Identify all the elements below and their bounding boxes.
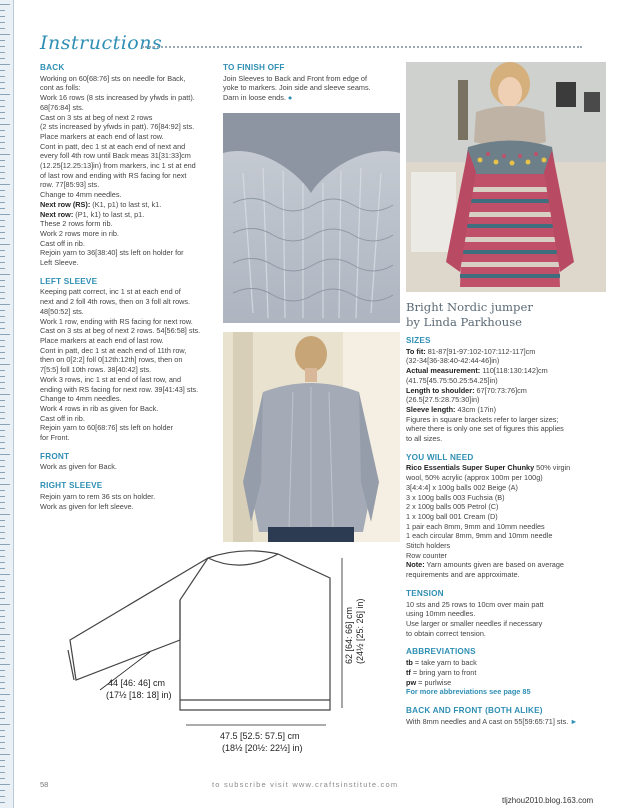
ruler-tick <box>0 256 5 257</box>
ruler-tick <box>0 166 5 167</box>
sizes-note: where there is only one set of figures this applies <box>406 424 564 434</box>
ruler-tick <box>0 40 5 41</box>
abbr-item <box>406 658 606 668</box>
sleeve-measure-cm: 44 [46: 46] cm <box>108 678 166 688</box>
ruler-tick <box>0 736 5 737</box>
ruler-tick <box>0 778 5 779</box>
ruler-tick <box>0 766 5 767</box>
back-line: These 2 rows form rib. <box>40 219 113 229</box>
yoke-line <box>208 554 278 565</box>
note-label: Note: <box>406 560 425 570</box>
continue-arrow-icon: ► <box>570 716 578 726</box>
ruler-tick <box>0 454 10 455</box>
ruler-tick <box>0 784 10 785</box>
abbr-meaning: take yarn to back <box>421 658 477 668</box>
ruler-tick <box>0 658 5 659</box>
ruler-tick <box>0 376 5 377</box>
abbr-meaning: purlwise <box>424 677 452 687</box>
ruler-tick <box>0 88 5 89</box>
back-line: Left Sleeve. <box>40 258 79 268</box>
ruler-tick <box>0 244 10 245</box>
left-sleeve-line: Cast on 3 sts at beg of next 2 rows. 54[56:58] sts. <box>40 326 201 336</box>
ruler-tick <box>0 190 5 191</box>
ruler-tick <box>0 496 5 497</box>
back-front-heading: BACK AND FRONT (BOTH ALIKE) <box>406 705 543 715</box>
ruler-tick <box>0 502 5 503</box>
back-line: Cast off in rib. <box>40 238 85 248</box>
ruler-tick <box>0 694 10 695</box>
ruler-tick <box>0 220 5 221</box>
ruler-tick <box>0 280 5 281</box>
left-sleeve-line: 7[5:5] foll 10th rows. 38[40:42] sts. <box>40 365 152 375</box>
sizes-actual-in: (41.75[45.75:50.25:54.25]in) <box>406 375 498 385</box>
yarn-label: Rico Essentials Super Super Chunky <box>406 463 535 473</box>
ruler-tick <box>0 664 10 665</box>
ruler-tick <box>0 148 5 149</box>
ruler-tick <box>0 796 5 797</box>
back-line: Cast on 3 sts at beg of next 2 rows <box>40 112 153 122</box>
next-row-label: Next row: <box>40 209 74 219</box>
ruler-tick <box>0 178 5 179</box>
ruler-tick <box>0 472 5 473</box>
ruler-tick <box>0 676 5 677</box>
ruler-tick <box>0 478 5 479</box>
ruler-tick <box>0 328 5 329</box>
length-value: 67[70:73:76]cm <box>474 385 527 395</box>
width-measure-cm: 47.5 [52.5: 57.5] cm <box>220 731 300 741</box>
material-line: 2 x 100g balls 005 Petrol (C) <box>406 502 499 512</box>
ruler-tick <box>0 556 5 557</box>
ruler-tick <box>0 16 5 17</box>
ruler-tick <box>0 748 5 749</box>
column-right <box>406 336 606 726</box>
sizes-length-in: (26.5[27.5:28.75:30]in) <box>406 395 480 405</box>
ruler-tick <box>0 550 5 551</box>
back-line: every foll 4th row until Back meas 31[31:33]cm <box>40 151 191 161</box>
material-line: 3[4:4:4] x 100g balls 002 Beige (A) <box>406 482 518 492</box>
page-number: 58 <box>40 780 49 789</box>
left-sleeve-line: ending with RS facing for next row. 39[41:43] sts. <box>40 384 199 394</box>
right-sleeve-line: Work as given for left sleeve. <box>40 501 134 511</box>
ruler-tick <box>0 730 5 731</box>
watermark: tljzhou2010.blog.163.com <box>502 796 594 805</box>
back-line: 68[76:84] sts. <box>40 102 84 112</box>
tension-line: 10 sts and 25 rows to 10cm over main patt <box>406 599 544 609</box>
left-sleeve-line: Change to 4mm needles. <box>40 394 122 404</box>
ruler-tick <box>0 208 5 209</box>
end-mark-icon: ● <box>287 93 293 103</box>
ruler-tick <box>0 226 5 227</box>
ruler-tick <box>0 64 10 65</box>
ruler-tick <box>0 136 5 137</box>
right-sleeve-line: Rejoin yarn to rem 36 sts on holder. <box>40 491 156 501</box>
ruler-tick <box>0 718 5 719</box>
back-line: row. 77[85:93] sts. <box>40 180 100 190</box>
back-line: Working on 60[68:76] sts on needle for Back, <box>40 73 186 83</box>
ruler-tick <box>0 82 5 83</box>
ruler-tick <box>0 172 5 173</box>
ruler-tick <box>0 580 5 581</box>
ruler-tick <box>0 358 5 359</box>
ruler-tick <box>0 94 10 95</box>
ruler-tick <box>0 616 5 617</box>
ruler-tick <box>0 586 5 587</box>
next-row-text: (P1, k1) to last st, p1. <box>73 209 145 219</box>
ruler-tick <box>0 202 5 203</box>
ruler-tick <box>0 76 5 77</box>
length-measure-in: (24½ [25: 26] in) <box>355 598 365 664</box>
sizes-note: Figures in square brackets refer to larger sizes; <box>406 414 559 424</box>
ruler-tick <box>0 262 5 263</box>
ruler-tick <box>0 304 10 305</box>
ruler-tick <box>0 484 10 485</box>
you-will-need-heading: YOU WILL NEED <box>406 452 474 462</box>
ruler-tick <box>0 28 5 29</box>
ruler-tick <box>0 142 5 143</box>
ruler-tick <box>0 574 10 575</box>
ruler-tick <box>0 538 5 539</box>
ruler-tick <box>0 418 5 419</box>
ruler-tick <box>0 592 5 593</box>
sizes-heading: SIZES <box>406 336 431 345</box>
front-line: Work as given for Back. <box>40 462 117 472</box>
note-text: Yarn amounts given are based on average <box>424 560 564 570</box>
ruler-tick <box>0 106 5 107</box>
left-sleeve-line: Place markers at each end of last row. <box>40 335 164 345</box>
ruler-tick <box>0 100 5 101</box>
left-sleeve-line: Work 3 rows, inc 1 st at end of last row, and <box>40 374 182 384</box>
ruler-tick <box>0 184 10 185</box>
yarn-note-line2: requirements and are approximate. <box>406 570 520 580</box>
ruler-tick <box>0 466 5 467</box>
sizes-actual <box>406 366 606 376</box>
ruler-tick <box>0 334 10 335</box>
abbr-eq: = <box>416 677 425 687</box>
ruler-tick <box>0 340 5 341</box>
ruler-tick <box>0 406 5 407</box>
back-line: (12.25[12.25:13]in) from markers, inc 1 st at end <box>40 161 196 171</box>
ruler-tick <box>0 346 5 347</box>
ruler-tick <box>0 394 10 395</box>
ruler-tick <box>0 568 5 569</box>
back-line: Change to 4mm needles. <box>40 190 122 200</box>
ruler-tick <box>0 352 5 353</box>
left-sleeve-line: 48[50:52] sts. <box>40 306 84 316</box>
title-dotted-rule <box>142 46 582 48</box>
abbr-item <box>406 668 606 678</box>
front-heading: FRONT <box>40 451 70 461</box>
left-sleeve-line: Cast off in rib. <box>40 413 85 423</box>
abbreviations-heading: ABBREVIATIONS <box>406 647 476 657</box>
material-line: 1 pair each 8mm, 9mm and 10mm needles <box>406 521 545 531</box>
left-sleeve-heading: LEFT SLEEVE <box>40 276 98 286</box>
ruler-tick <box>0 292 5 293</box>
material-line: 1 x 100g ball 001 Cream (D) <box>406 511 498 521</box>
back-line: (2 sts increased by yfwds in patt). 76[84:92] sts. <box>40 122 195 132</box>
ruler-tick <box>0 544 10 545</box>
subscribe-line[interactable]: to subscribe visit www.craftsinstitute.com <box>212 780 399 789</box>
ruler-tick <box>0 298 5 299</box>
ruler-tick <box>0 442 5 443</box>
right-sleeve-heading: RIGHT SLEEVE <box>40 481 103 491</box>
abbr-term: tb <box>406 658 413 668</box>
side-ruler <box>0 0 14 808</box>
ruler-tick <box>0 160 5 161</box>
abbr-term: tf <box>406 667 411 677</box>
ruler-tick <box>0 238 5 239</box>
width-measure-in: (18½ [20½: 22½] in) <box>222 743 303 753</box>
ruler-tick <box>0 58 5 59</box>
actual-value: 110[118:130:142]cm <box>480 366 548 376</box>
photo-model <box>406 62 606 292</box>
ruler-tick <box>0 760 5 761</box>
ruler-tick <box>0 196 5 197</box>
ruler-tick <box>0 424 10 425</box>
finish-line: Join Sleeves to Back and Front from edge of <box>223 73 367 83</box>
ruler-tick <box>0 4 10 5</box>
length-measure-cm: 62 [64: 66] cm <box>344 606 354 664</box>
ruler-tick <box>0 700 5 701</box>
ruler-tick <box>0 34 10 35</box>
ruler-tick <box>0 634 10 635</box>
ruler-tick <box>0 742 5 743</box>
ruler-tick <box>0 130 5 131</box>
sleeve-label: Sleeve length: <box>406 404 456 414</box>
ruler-tick <box>0 364 10 365</box>
abbr-eq: = <box>412 658 422 668</box>
designer-name: by Linda Parkhouse <box>406 315 523 329</box>
ruler-tick <box>0 604 10 605</box>
finish-heading: TO FINISH OFF <box>223 63 285 72</box>
column-middle <box>223 63 401 103</box>
designer-credit <box>406 300 606 330</box>
left-sleeve-line: Work 1 row, ending with RS facing for next row. <box>40 316 193 326</box>
ruler-tick <box>0 316 5 317</box>
actual-label: Actual measurement: <box>406 366 481 376</box>
back-line: Rejoin yarn to 36[38:40] sts left on holder for <box>40 248 184 258</box>
sizes-fit-in: (32-34[36-38:40-42:44-46]in) <box>406 356 500 366</box>
back-line: of last row and ending with RS facing for next <box>40 170 187 180</box>
ruler-tick <box>0 52 5 53</box>
ruler-tick <box>0 628 5 629</box>
ruler-tick <box>0 508 5 509</box>
length-label: Length to shoulder: <box>406 385 475 395</box>
left-sleeve-line: next and 2 foll 4th rows, then on 3 foll alt rows. <box>40 297 191 307</box>
page-title: Instructions <box>40 32 163 54</box>
ruler-tick <box>0 712 5 713</box>
abbr-eq: = <box>410 667 420 677</box>
ruler-tick <box>0 460 5 461</box>
back-line: Cont in patt, dec 1 st at each end of next and <box>40 141 186 151</box>
ruler-tick <box>0 310 5 311</box>
ruler-tick <box>0 562 5 563</box>
garment-schematic <box>30 540 375 780</box>
finish-line: yoke to markers. Join side and sleeve seams. <box>223 83 371 93</box>
ruler-tick <box>0 370 5 371</box>
body-outline <box>180 551 330 710</box>
ruler-tick <box>0 652 5 653</box>
fit-label: To fit: <box>406 346 426 356</box>
material-line: 1 each circular 8mm, 9mm and 10mm needle <box>406 531 553 541</box>
ruler-tick <box>0 490 5 491</box>
material-line: Stitch holders <box>406 541 451 551</box>
ruler-tick <box>0 622 5 623</box>
ruler-tick <box>0 22 5 23</box>
fit-value: 81-87[91-97:102-107:112-117]cm <box>425 346 536 356</box>
back-front-text: With 8mm needles and A cast on 55[59:65:71] sts. <box>406 716 569 726</box>
ruler-tick <box>0 214 10 215</box>
ruler-tick <box>0 598 5 599</box>
ruler-tick <box>0 790 5 791</box>
sizes-fit <box>406 347 606 357</box>
ruler-tick <box>0 382 5 383</box>
back-line: cont as folls: <box>40 83 81 93</box>
sleeve-value: 43cm (17in) <box>455 404 497 414</box>
pattern-name: Bright Nordic jumper <box>406 300 533 314</box>
ruler-tick <box>0 286 5 287</box>
ruler-tick <box>0 610 5 611</box>
ruler-tick <box>0 754 10 755</box>
ruler-tick <box>0 526 5 527</box>
ruler-tick <box>0 772 5 773</box>
yarn-note <box>406 560 606 570</box>
ruler-tick <box>0 448 5 449</box>
ruler-tick <box>0 532 5 533</box>
left-sleeve-line: then on 0[2:2] foll 0[12th:12th] rows, then on <box>40 355 183 365</box>
ruler-tick <box>0 46 5 47</box>
ruler-tick <box>0 436 5 437</box>
ruler-tick <box>0 274 10 275</box>
ruler-tick <box>0 388 5 389</box>
sizes-note: to all sizes. <box>406 434 443 444</box>
abbr-item <box>406 678 606 688</box>
ruler-tick <box>0 520 5 521</box>
next-row-rs <box>40 200 218 210</box>
cuff-line <box>68 650 74 680</box>
ruler-tick <box>0 412 5 413</box>
tension-line: Use larger or smaller needles if necessary <box>406 618 543 628</box>
abbr-term: pw <box>406 677 417 687</box>
ruler-tick <box>0 268 5 269</box>
yarn-text: 50% virgin <box>534 463 571 473</box>
sizes-length <box>406 386 606 396</box>
left-sleeve-line: Keeping patt correct, inc 1 st at each end of <box>40 287 181 297</box>
sleeve-measure-in: (17½ [18: 18] in) <box>106 690 172 700</box>
left-sleeve-line: Work 4 rows in rib as given for Back. <box>40 403 159 413</box>
back-line: Work 16 rows (8 sts increased by yfwds in patt). <box>40 93 195 103</box>
ruler-tick <box>0 232 5 233</box>
next-row-rs-label: Next row (RS): <box>40 199 91 209</box>
back-line: Place markers at each end of last row. <box>40 131 164 141</box>
tension-line: using 10mm needles. <box>406 609 476 619</box>
abbr-meaning: bring yarn to front <box>419 667 477 677</box>
ruler-tick <box>0 670 5 671</box>
photo-back-view <box>223 332 400 542</box>
ruler-tick <box>0 118 5 119</box>
ruler-tick <box>0 724 10 725</box>
ruler-tick <box>0 322 5 323</box>
left-sleeve-line: Rejoin yarn to 60[68:76] sts left on holder <box>40 423 174 433</box>
sleeve-outline <box>70 558 208 680</box>
ruler-tick <box>0 70 5 71</box>
ruler-tick <box>0 688 5 689</box>
ruler-tick <box>0 400 5 401</box>
tension-heading: TENSION <box>406 588 444 598</box>
finish-line <box>223 93 401 103</box>
back-heading: BACK <box>40 63 65 72</box>
next-row <box>40 210 218 220</box>
ruler-tick <box>0 430 5 431</box>
photo-lace-detail <box>223 113 400 323</box>
tension-line: to obtain correct tension. <box>406 628 486 638</box>
ruler-tick <box>0 706 5 707</box>
next-row-rs-text: (K1, p1) to last st, k1. <box>90 199 162 209</box>
ruler-tick <box>0 682 5 683</box>
ruler-tick <box>0 10 5 11</box>
ruler-tick <box>0 154 10 155</box>
ruler-tick <box>0 514 10 515</box>
back-line: Work 2 rows more in rib. <box>40 228 119 238</box>
more-abbreviations-link[interactable]: For more abbreviations see page 85 <box>406 687 531 697</box>
column-left <box>40 63 218 511</box>
ruler-tick <box>0 802 5 803</box>
material-line: wool, 50% acrylic (approx 100m per 100g) <box>406 473 543 483</box>
ruler-tick <box>0 646 5 647</box>
sizes-sleeve <box>406 405 606 415</box>
yarn-line <box>406 463 606 473</box>
left-sleeve-line: for Front. <box>40 433 70 443</box>
ruler-tick <box>0 250 5 251</box>
ruler-tick <box>0 112 5 113</box>
material-line: Row counter <box>406 550 447 560</box>
finish-line-text: Darn in loose ends. <box>223 93 286 103</box>
ruler-tick <box>0 124 10 125</box>
back-front-line <box>406 717 606 727</box>
ruler-tick <box>0 640 5 641</box>
left-sleeve-line: Cont in patt, dec 1 st at each end of 11th row, <box>40 345 187 355</box>
material-line: 3 x 100g balls 003 Fuchsia (B) <box>406 492 505 502</box>
